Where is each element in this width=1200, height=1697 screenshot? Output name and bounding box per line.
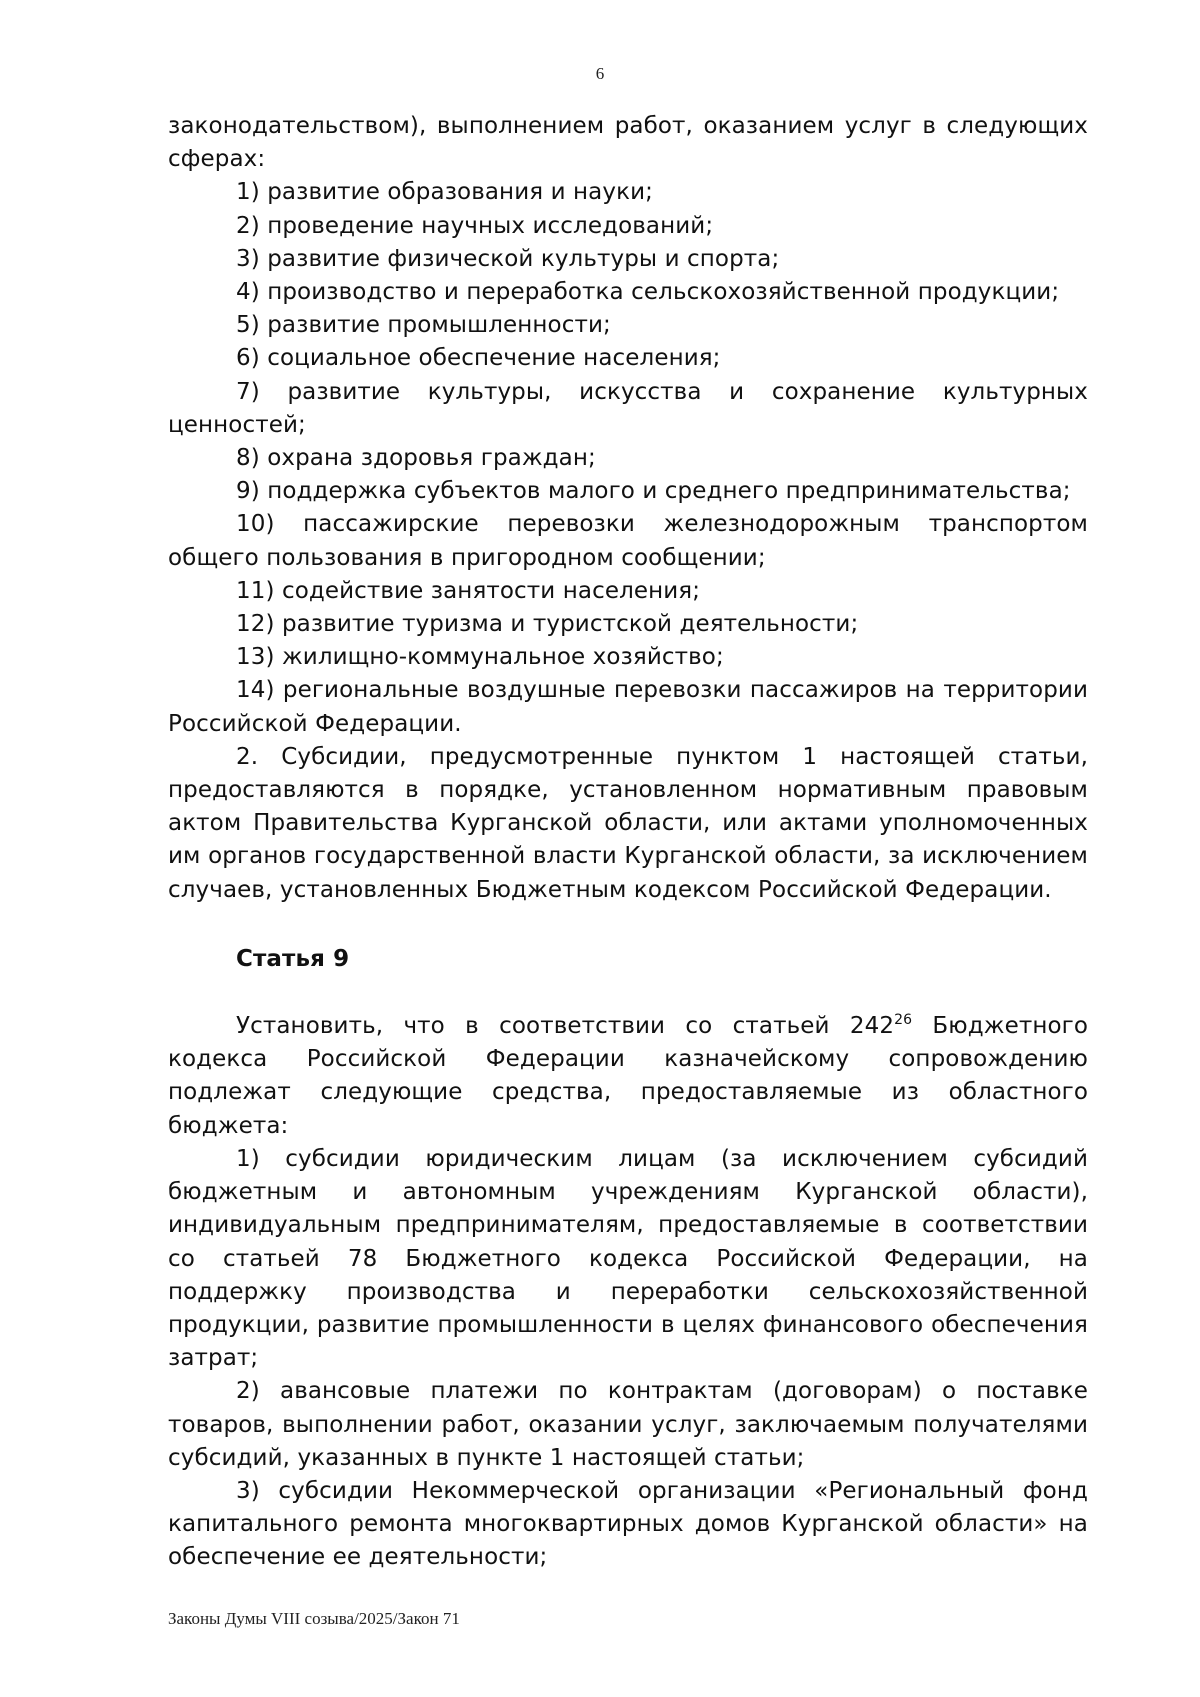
list-item: 8) охрана здоровья граждан;: [236, 445, 596, 472]
list-item: 7) развитие культуры, искусства и сохранение культурных ценностей;: [168, 378, 1088, 438]
list-item: 2) авансовые платежи по контрактам (договорам) о поставке товаров, выполнении работ, оказании услуг, заключаемым получателями субсидий, указанных в пункте 1 настоящей статьи;: [168, 1378, 1088, 1471]
list-item: 13) жилищно-коммунальное хозяйство;: [236, 644, 724, 671]
document-body: [168, 110, 1088, 1575]
article-heading: Статья 9: [236, 945, 350, 972]
list-item: 2) проведение научных исследований;: [236, 212, 714, 239]
article-items-list: [168, 1143, 1088, 1575]
list-item: 1) развитие образования и науки;: [236, 179, 653, 206]
article-intro-paragraph: [168, 1010, 1088, 1143]
list-item: 10) пассажирские перевозки железнодорожным транспортом общего пользования в пригородном сообщении;: [168, 511, 1088, 571]
point-2-paragraph: 2. Субсидии, предусмотренные пунктом 1 настоящей статьи, предоставляются в порядке, установленном нормативным правовым актом Правительства Курганской области, или актами уполномоченных им органов государственной власти Курганской области, за исключением случаев, установленных Бюджетным кодексом Российской Федерации.: [168, 743, 1088, 903]
list-item: 3) развитие физической культуры и спорта;: [236, 245, 780, 272]
spheres-list: [168, 176, 1088, 740]
list-item: 5) развитие промышленности;: [236, 312, 611, 339]
list-item: 12) развитие туризма и туристской деятельности;: [236, 611, 859, 638]
page-number: 6: [595, 64, 605, 83]
article-intro-before: Установить, что в соответствии со статьей 242: [236, 1013, 895, 1040]
article-intro-after: Бюджетного кодекса Российской Федерации казначейскому сопровождению подлежат следующие средства, предоставляемые из областного бюджета:: [168, 1013, 1088, 1139]
list-item: 9) поддержка субъектов малого и среднего предпринимательства;: [236, 478, 1071, 505]
list-item: 6) социальное обеспечение населения;: [236, 345, 721, 372]
list-item: 1) субсидии юридическим лицам (за исключением субсидий бюджетным и автономным учреждениям Курганской области), индивидуальным предпринимателям, предоставляемые в соответствии со статьей 78 Бюджетного кодекса Российской Федерации, на поддержку производства и переработки сельскохозяйственной продукции, развитие промышленности в целях финансового обеспечения затрат;: [168, 1145, 1088, 1372]
list-item: 3) субсидии Некоммерческой организации «Региональный фонд капитального ремонта многоквартирных домов Курганской области» на обеспечение ее деятельности;: [168, 1477, 1088, 1571]
continuation-paragraph: законодательством), выполнением работ, оказанием услуг в следующих сферах:: [168, 113, 1088, 173]
footer-reference: Законы Думы VIII созыва/2025/Закон 71: [168, 1609, 460, 1628]
article-intro-superscript: 26: [894, 1012, 913, 1029]
list-item: 14) региональные воздушные перевозки пассажиров на территории Российской Федерации.: [168, 677, 1088, 737]
list-item: 4) производство и переработка сельскохозяйственной продукции;: [236, 279, 1060, 306]
list-item: 11) содействие занятости населения;: [236, 577, 701, 604]
